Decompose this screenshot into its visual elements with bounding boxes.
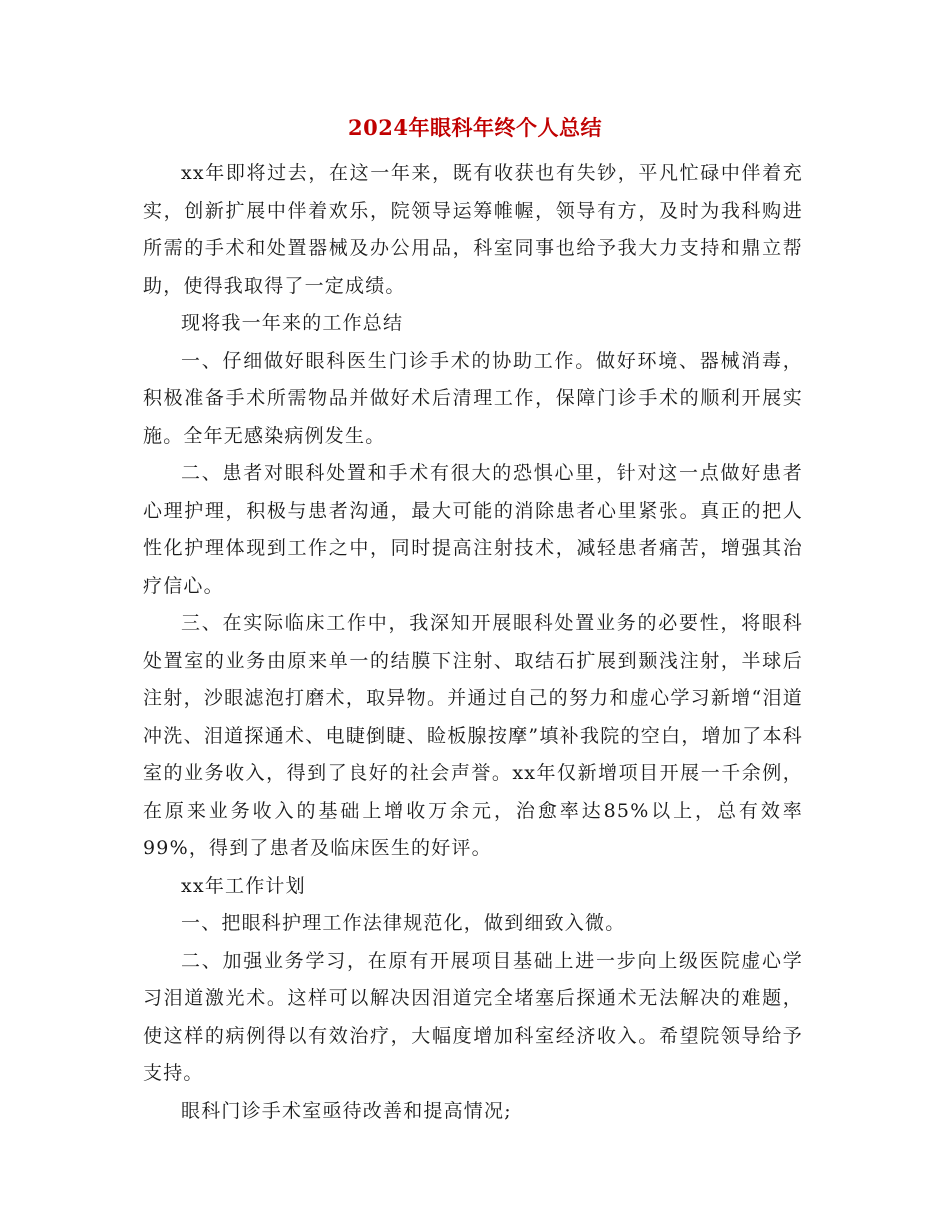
document-title: 2024年眼科年终个人总结 xyxy=(348,115,602,140)
paragraph-item-1: 一、仔细做好眼科医生门诊手术的协助工作。做好环境、器械消毒，积极准备手术所需物品并做好术后清理工作，保障门诊手术的顺利开展实施。全年无感染病例发生。 xyxy=(143,349,803,447)
paragraph-intro: xx年即将过去，在这一年来，既有收获也有失钞，平凡忙碌中伴着充实，创新扩展中伴着欢乐，院领导运筹帷幄，领导有方，及时为我科购进所需的手术和处置器械及办公用品，科室同事也给予我大力支持和鼎立帮助，使得我取得了一定成绩。 xyxy=(143,162,803,297)
paragraph-item-2: 二、患者对眼科处置和手术有很大的恐惧心里，针对这一点做好患者心理护理，积极与患者沟通，最大可能的消除患者心里紧张。真正的把人性化护理体现到工作之中，同时提高注射技术，减轻患者痛苦，增强其治疗信心。 xyxy=(143,462,803,597)
paragraph-plan-2: 二、加强业务学习，在原有开展项目基础上进一步向上级医院虚心学习泪道激光术。这样可以解决因泪道完全堵塞后探通术无法解决的难题，使这样的病例得以有效治疗，大幅度增加科室经济收入。希望院领导给予支持。 xyxy=(143,949,803,1084)
paragraph-clinic-heading: 眼科门诊手术室亟待改善和提高情况; xyxy=(181,1099,512,1122)
paragraph-item-3: 三、在实际临床工作中，我深知开展眼科处置业务的必要性，将眼科处置室的业务由原来单一的结膜下注射、取结石扩展到颞浅注射，半球后注射，沙眼滤泡打磨术，取异物。并通过自己的努力和虚心学习新增“泪道冲洗、泪道探通术、电睫倒睫、睑板腺按摩”填补我院的空白，增加了本科室的业务收入，得到了良好的社会声誉。xx年仅新增项目开展一千余例，在原来业务收入的基础上增收万余元，治愈率达85%以上，总有效率99%，得到了患者及临床医生的好评。 xyxy=(143,612,803,859)
paragraph-plan-1: 一、把眼科护理工作法律规范化，做到细致入微。 xyxy=(181,912,626,934)
paragraph-plan-heading: xx年工作计划 xyxy=(181,874,306,897)
document-body xyxy=(143,155,803,1130)
paragraph-summary-heading: 现将我一年来的工作总结 xyxy=(181,312,404,334)
